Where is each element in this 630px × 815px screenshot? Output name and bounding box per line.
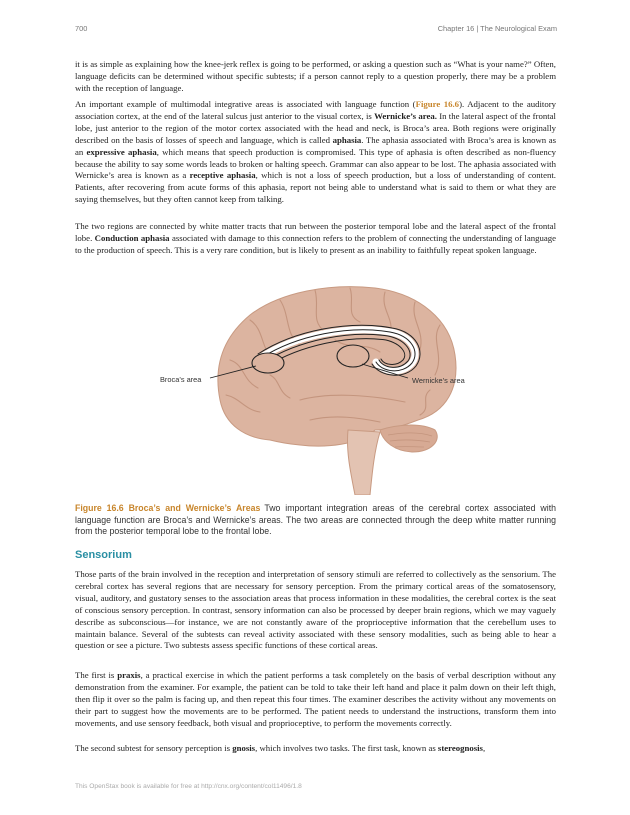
- brain-illustration-icon: [150, 280, 480, 495]
- text-segment: The first is: [75, 670, 118, 680]
- caption-title: Figure 16.6 Broca’s and Wernicke’s Areas: [75, 503, 261, 513]
- text-segment: The two regions are connected by white matter tracts that run between the posterior temporal lobe and the lateral aspect of the frontal lobe.: [75, 221, 556, 243]
- text-segment: , which means that speech production is compromised. This type of aphasia is often described as non-fluency because the ability to say some words leads to broken or halting speech. Grammar can also appear to be lost. The aphasia associated with Wernicke’s area is known as a: [75, 146, 556, 181]
- label-brocas-area: Broca’s area: [160, 375, 202, 384]
- paragraph-intro: [75, 59, 556, 95]
- figure-link[interactable]: Figure 16.6: [415, 99, 460, 109]
- paragraph-conduction: [75, 221, 556, 257]
- term-aphasia: aphasia: [332, 134, 362, 145]
- text-segment: ,: [482, 743, 486, 753]
- paragraph-praxis: [75, 670, 556, 730]
- wernickes-area-region: [337, 345, 369, 367]
- section-heading-sensorium: Sensorium: [75, 549, 132, 561]
- brocas-area-region: [252, 353, 284, 373]
- paragraph-language-areas: [75, 99, 556, 206]
- sensorium-text: Those parts of the brain involved in the reception and interpretation of sensory stimuli are referred to collectively as the sensorium. The cerebral cortex has several regions that are necessary for sensory perception. From the primary cortical areas of the somatosensory, visual, auditory, and gustatory senses to the association areas that process information in these modalities, the cerebral cortex is the seat of conscious sensory perception. In contrast, sensory information can also be processed by deeper brain regions, which we may vaguely describe as subconscious—for instance, we are not constantly aware of the proprioceptive information that the cerebellum uses to maintain balance. Several of the subtests can reveal activity associated with these sensory modalities, such as being able to hear a question or see a picture. Two subtests assess specific functions of these cortical areas.: [75, 569, 556, 651]
- term-stereognosis: stereognosis: [437, 743, 483, 753]
- term-wernicke: Wernicke’s area.: [374, 110, 437, 121]
- text-segment: The second subtest for sensory perception is: [75, 743, 233, 753]
- paragraph-sensorium: [75, 569, 556, 652]
- text-segment: ). Adjacent to the auditory association cortex, at the end of the lateral sulcus just anterior to the visual cortex, is: [75, 99, 556, 121]
- text-segment: , a practical exercise in which the patient performs a task completely on the basis of verbal description without any demonstration from the examiner. For example, the patient can be told to take their left hand and place it palm down on their left thigh, then flip it over so the palm is facing up, and then repeat this four times. The examiner describes the activity without any movements on their part to suggest how the movements are to be performed. The patient needs to understand the instructions, transform them into movements, and use sensory feedback, both visual and proprioceptive, to perform the movements correctly.: [75, 670, 556, 728]
- term-praxis: praxis: [117, 670, 141, 680]
- caption-text: Two important integration areas of the cerebral cortex associated with language function are Broca’s and Wernicke’s areas. The two areas are connected through the deep white matter running from the posterior temporal lobe to the frontal lobe.: [75, 503, 556, 537]
- running-header: Chapter 16 | The Neurological Exam: [437, 24, 557, 33]
- label-wernickes-area: Wernicke’s area: [412, 376, 465, 385]
- term-conduction-aphasia: Conduction aphasia: [94, 232, 170, 243]
- brainstem-shape: [347, 430, 380, 495]
- text-segment: associated with damage to this connection refers to the problem of connecting the understanding of language to the production of speech. This is a very rare condition, but is likely to present as an inability to faithfully repeat spoken language.: [75, 232, 556, 255]
- term-gnosis: gnosis: [232, 743, 256, 753]
- page-number: 700: [75, 24, 88, 33]
- cerebellum-shape: [380, 425, 437, 452]
- text-segment: , which is not a loss of speech production, but a loss of understanding of content. Patients, after recovering from acute forms of this aphasia, report not being able to understand what is said to them or what they are saying themselves, but they often cannot keep from talking.: [75, 170, 556, 205]
- paragraph-gnosis: [75, 743, 556, 755]
- page-footer: This OpenStax book is available for free at http://cnx.org/content/col11496/1.8: [75, 783, 302, 790]
- term-receptive-aphasia: receptive aphasia: [189, 170, 256, 181]
- term-expressive-aphasia: expressive aphasia: [86, 146, 157, 157]
- figure-16-6: [150, 280, 480, 495]
- text-segment: . The aphasia associated with Broca’s area is known as an: [75, 134, 556, 157]
- text-segment: In the lateral aspect of the frontal lobe, just anterior to the region of the motor cortex associated with the head and neck, is Broca’s area. Both regions were originally described on the basis of losses of speech and language, which is called: [75, 110, 556, 145]
- text-segment: An important example of multimodal integrative areas is associated with language function (: [75, 99, 416, 109]
- figure-caption: [75, 503, 556, 538]
- text-segment: , which involves two tasks. The first task, known as: [255, 743, 438, 753]
- intro-text: it is as simple as explaining how the knee-jerk reflex is going to be performed, or asking a question such as “What is your name?” Often, language deficits can be determined without specific subtests; if a person cannot reply to a question properly, there may be a problem with the reception of language.: [75, 59, 556, 93]
